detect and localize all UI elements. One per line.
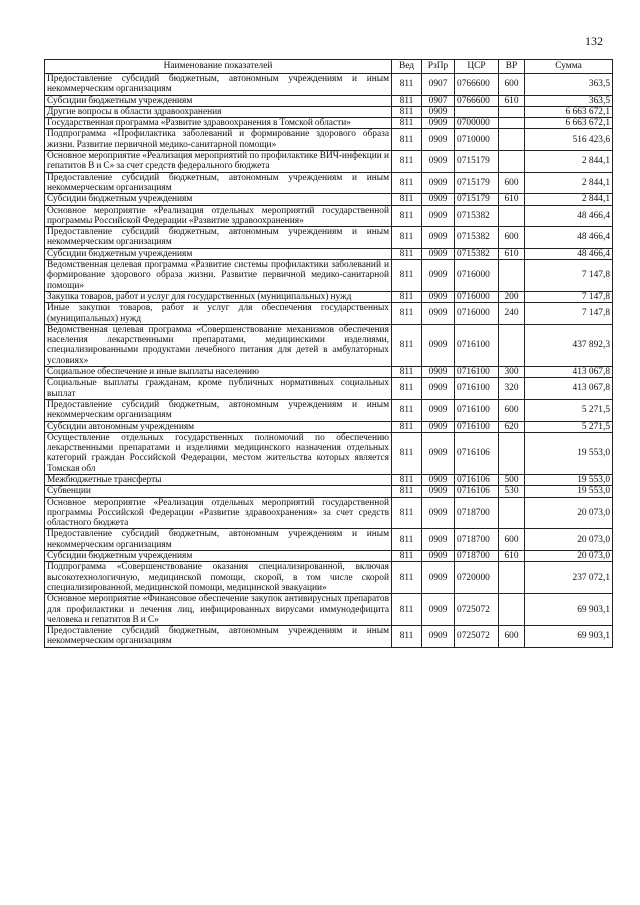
cell-rzpr: 0907 [422, 95, 455, 106]
cell-name: Субсидии бюджетным учреждениям [45, 194, 392, 205]
cell-vr [499, 129, 525, 151]
cell-csr: 0718700 [455, 551, 499, 562]
cell-vr: 300 [499, 367, 525, 378]
cell-rzpr: 0909 [422, 486, 455, 497]
cell-rzpr: 0909 [422, 151, 455, 173]
cell-vr: 620 [499, 421, 525, 432]
table-body [45, 74, 613, 648]
cell-vr: 600 [499, 626, 525, 648]
table-header-row [45, 60, 613, 74]
cell-rzpr: 0909 [422, 594, 455, 626]
header-rzpr: РзПр [422, 60, 455, 74]
cell-rzpr: 0909 [422, 129, 455, 151]
cell-csr: 0725072 [455, 626, 499, 648]
header-sum: Сумма [525, 60, 613, 74]
table-row [45, 205, 613, 227]
cell-name: Субвенции [45, 486, 392, 497]
cell-name: Предоставление субсидий бюджетным, автономным учреждениям и иным некоммерческим организациям [45, 529, 392, 551]
table-row [45, 324, 613, 366]
cell-ved: 811 [392, 486, 422, 497]
cell-vr: 610 [499, 551, 525, 562]
budget-table [44, 59, 613, 648]
cell-sum: 7 147,8 [525, 291, 613, 302]
cell-ved: 811 [392, 421, 422, 432]
table-row [45, 74, 613, 96]
cell-ved: 811 [392, 227, 422, 249]
cell-rzpr: 0909 [422, 324, 455, 366]
cell-csr: 0715382 [455, 205, 499, 227]
cell-vr: 610 [499, 248, 525, 259]
cell-vr: 600 [499, 399, 525, 421]
cell-name: Субсидии бюджетным учреждениям [45, 95, 392, 106]
cell-ved: 811 [392, 95, 422, 106]
cell-vr [499, 594, 525, 626]
cell-ved: 811 [392, 303, 422, 325]
cell-ved: 811 [392, 106, 422, 117]
cell-csr: 0716106 [455, 486, 499, 497]
cell-csr: 0710000 [455, 129, 499, 151]
cell-csr: 0766600 [455, 95, 499, 106]
cell-vr [499, 432, 525, 474]
cell-ved: 811 [392, 367, 422, 378]
cell-name: Предоставление субсидий бюджетным, автономным учреждениям и иным некоммерческим организациям [45, 172, 392, 194]
cell-sum: 69 903,1 [525, 594, 613, 626]
cell-name: Субсидии бюджетным учреждениям [45, 248, 392, 259]
table-row [45, 248, 613, 259]
header-csr: ЦСР [455, 60, 499, 74]
cell-rzpr: 0909 [422, 303, 455, 325]
cell-vr: 600 [499, 172, 525, 194]
table-row [45, 626, 613, 648]
cell-csr: 0716106 [455, 474, 499, 485]
cell-sum: 363,5 [525, 74, 613, 96]
cell-vr: 610 [499, 194, 525, 205]
cell-csr: 0715179 [455, 151, 499, 173]
header-name: Наименование показателей [45, 60, 392, 74]
cell-name: Иные закупки товаров, работ и услуг для обеспечения государственных (муниципальных) нужд [45, 303, 392, 325]
cell-csr: 0700000 [455, 118, 499, 129]
cell-ved: 811 [392, 129, 422, 151]
cell-rzpr: 0909 [422, 399, 455, 421]
cell-vr [499, 562, 525, 594]
cell-sum: 2 844,1 [525, 194, 613, 205]
cell-sum: 5 271,5 [525, 399, 613, 421]
cell-name: Осуществление отдельных государственных полномочий по обеспечению лекарственными препаратами и изделиями медицинского назначения отдельных категорий граждан Российской Федерации, местом жительства которых является Томская обл [45, 432, 392, 474]
header-ved: Вед [392, 60, 422, 74]
cell-rzpr: 0909 [422, 626, 455, 648]
cell-rzpr: 0909 [422, 497, 455, 529]
cell-sum: 237 072,1 [525, 562, 613, 594]
cell-ved: 811 [392, 562, 422, 594]
cell-vr: 600 [499, 74, 525, 96]
cell-csr: 0725072 [455, 594, 499, 626]
page-number: 132 [585, 34, 603, 48]
cell-name: Основное мероприятие «Реализация отдельных мероприятий государственной программы Российской Федерации «Развитие здравоохранения» [45, 205, 392, 227]
cell-sum: 437 892,3 [525, 324, 613, 366]
cell-csr: 0716000 [455, 291, 499, 302]
table-row [45, 95, 613, 106]
cell-sum: 19 553,0 [525, 432, 613, 474]
table-row [45, 594, 613, 626]
cell-sum: 413 067,8 [525, 378, 613, 400]
cell-name: Субсидии бюджетным учреждениям [45, 551, 392, 562]
table-row [45, 497, 613, 529]
table-row [45, 303, 613, 325]
cell-ved: 811 [392, 594, 422, 626]
cell-rzpr: 0909 [422, 172, 455, 194]
cell-sum: 48 466,4 [525, 248, 613, 259]
cell-sum: 2 844,1 [525, 172, 613, 194]
cell-name: Подпрограмма «Совершенствование оказания специализированной, включая высокотехнологичную, медицинской помощи, скорой, в том числе скорой специализированной, медицинской помощи, медицинской эвакуации» [45, 562, 392, 594]
cell-name: Предоставление субсидий бюджетным, автономным учреждениям и иным некоммерческим организациям [45, 74, 392, 96]
cell-rzpr: 0907 [422, 74, 455, 96]
cell-name: Предоставление субсидий бюджетным, автономным учреждениям и иным некоммерческим организациям [45, 399, 392, 421]
cell-vr [499, 324, 525, 366]
cell-sum: 20 073,0 [525, 529, 613, 551]
table-row [45, 367, 613, 378]
cell-ved: 811 [392, 324, 422, 366]
cell-name: Ведомственная целевая программа «Совершенствование механизмов обеспечения населения лекарственными препаратами, медицинскими изделиями, специализированными продуктами лечебного питания для детей в амбулаторных условиях» [45, 324, 392, 366]
cell-name: Основное мероприятие «Реализация мероприятий по профилактике ВИЧ-инфекции и гепатитов В и С» за счет средств федерального бюджета [45, 151, 392, 173]
cell-sum: 2 844,1 [525, 151, 613, 173]
cell-ved: 811 [392, 551, 422, 562]
table-row [45, 260, 613, 292]
cell-sum: 48 466,4 [525, 205, 613, 227]
cell-sum: 20 073,0 [525, 497, 613, 529]
cell-sum: 363,5 [525, 95, 613, 106]
cell-sum: 6 663 672,1 [525, 106, 613, 117]
cell-rzpr: 0909 [422, 248, 455, 259]
cell-vr: 600 [499, 227, 525, 249]
cell-sum: 20 073,0 [525, 551, 613, 562]
cell-sum: 6 663 672,1 [525, 118, 613, 129]
cell-sum: 7 147,8 [525, 303, 613, 325]
cell-rzpr: 0909 [422, 474, 455, 485]
cell-csr: 0715179 [455, 172, 499, 194]
table-row [45, 421, 613, 432]
cell-ved: 811 [392, 151, 422, 173]
cell-ved: 811 [392, 74, 422, 96]
cell-vr [499, 118, 525, 129]
cell-name: Социальные выплаты гражданам, кроме публичных нормативных социальных выплат [45, 378, 392, 400]
cell-rzpr: 0909 [422, 260, 455, 292]
table-row [45, 486, 613, 497]
cell-name: Другие вопросы в области здравоохранения [45, 106, 392, 117]
cell-name: Закупка товаров, работ и услуг для государственных (муниципальных) нужд [45, 291, 392, 302]
cell-sum: 516 423,6 [525, 129, 613, 151]
table-row [45, 529, 613, 551]
cell-rzpr: 0909 [422, 529, 455, 551]
cell-csr: 0715382 [455, 227, 499, 249]
cell-sum: 69 903,1 [525, 626, 613, 648]
cell-csr: 0718700 [455, 529, 499, 551]
cell-name: Межбюджетные трансферты [45, 474, 392, 485]
cell-name: Подпрограмма «Профилактика заболеваний и формирование здорового образа жизни. Развитие первичной медико-санитарной помощи» [45, 129, 392, 151]
cell-vr: 610 [499, 95, 525, 106]
cell-csr: 0716100 [455, 378, 499, 400]
cell-rzpr: 0909 [422, 378, 455, 400]
cell-sum: 413 067,8 [525, 367, 613, 378]
cell-rzpr: 0909 [422, 118, 455, 129]
cell-name: Основное мероприятие «Реализация отдельных мероприятий государственной программы Российской Федерации «Развитие здравоохранения» за счет средств областного бюджета [45, 497, 392, 529]
cell-name: Государственная программа «Развитие здравоохранения в Томской области» [45, 118, 392, 129]
cell-name: Основное мероприятие «Финансовое обеспечение закупок антивирусных препаратов для профилактики и лечения лиц, инфицированных вирусами иммунодефицита человека и гепатитов В и С» [45, 594, 392, 626]
cell-rzpr: 0909 [422, 227, 455, 249]
cell-sum: 19 553,0 [525, 486, 613, 497]
cell-rzpr: 0909 [422, 106, 455, 117]
cell-csr: 0716106 [455, 432, 499, 474]
cell-csr: 0718700 [455, 497, 499, 529]
cell-name: Субсидии автономным учреждениям [45, 421, 392, 432]
cell-vr: 530 [499, 486, 525, 497]
cell-csr: 0716100 [455, 399, 499, 421]
cell-vr: 320 [499, 378, 525, 400]
header-vr: ВР [499, 60, 525, 74]
cell-csr: 0720000 [455, 562, 499, 594]
table-row [45, 474, 613, 485]
cell-vr: 500 [499, 474, 525, 485]
cell-name: Предоставление субсидий бюджетным, автономным учреждениям и иным некоммерческим организациям [45, 626, 392, 648]
table-row [45, 118, 613, 129]
cell-sum: 7 147,8 [525, 260, 613, 292]
cell-ved: 811 [392, 291, 422, 302]
cell-sum: 5 271,5 [525, 421, 613, 432]
cell-ved: 811 [392, 474, 422, 485]
cell-ved: 811 [392, 497, 422, 529]
cell-ved: 811 [392, 194, 422, 205]
cell-ved: 811 [392, 260, 422, 292]
cell-ved: 811 [392, 248, 422, 259]
table-row [45, 227, 613, 249]
cell-rzpr: 0909 [422, 367, 455, 378]
cell-ved: 811 [392, 432, 422, 474]
cell-ved: 811 [392, 529, 422, 551]
cell-vr [499, 260, 525, 292]
cell-rzpr: 0909 [422, 291, 455, 302]
cell-csr: 0716000 [455, 260, 499, 292]
table-row [45, 432, 613, 474]
cell-csr: 0716100 [455, 367, 499, 378]
cell-csr: 0715382 [455, 248, 499, 259]
cell-vr [499, 151, 525, 173]
cell-ved: 811 [392, 378, 422, 400]
cell-sum: 48 466,4 [525, 227, 613, 249]
cell-ved: 811 [392, 205, 422, 227]
cell-ved: 811 [392, 118, 422, 129]
table-row [45, 562, 613, 594]
cell-rzpr: 0909 [422, 432, 455, 474]
cell-csr: 0716000 [455, 303, 499, 325]
cell-vr: 240 [499, 303, 525, 325]
table-row [45, 151, 613, 173]
cell-name: Социальное обеспечение и иные выплаты населению [45, 367, 392, 378]
cell-csr: 0716100 [455, 324, 499, 366]
cell-csr: 0766600 [455, 74, 499, 96]
cell-rzpr: 0909 [422, 551, 455, 562]
cell-rzpr: 0909 [422, 194, 455, 205]
cell-vr: 200 [499, 291, 525, 302]
cell-name: Ведомственная целевая программа «Развитие системы профилактики заболеваний и формирование здорового образа жизни. Развитие первичной медико-санитарной помощи» [45, 260, 392, 292]
table-row [45, 194, 613, 205]
table-row [45, 129, 613, 151]
cell-rzpr: 0909 [422, 562, 455, 594]
table-row [45, 106, 613, 117]
cell-vr [499, 106, 525, 117]
cell-rzpr: 0909 [422, 205, 455, 227]
table-row [45, 172, 613, 194]
cell-name: Предоставление субсидий бюджетным, автономным учреждениям и иным некоммерческим организациям [45, 227, 392, 249]
cell-ved: 811 [392, 172, 422, 194]
table-row [45, 399, 613, 421]
table-row [45, 378, 613, 400]
cell-csr: 0715179 [455, 194, 499, 205]
cell-vr [499, 205, 525, 227]
table-row [45, 291, 613, 302]
cell-ved: 811 [392, 626, 422, 648]
cell-sum: 19 553,0 [525, 474, 613, 485]
cell-ved: 811 [392, 399, 422, 421]
cell-csr [455, 106, 499, 117]
table-row [45, 551, 613, 562]
cell-vr: 600 [499, 529, 525, 551]
cell-vr [499, 497, 525, 529]
cell-rzpr: 0909 [422, 421, 455, 432]
cell-csr: 0716100 [455, 421, 499, 432]
